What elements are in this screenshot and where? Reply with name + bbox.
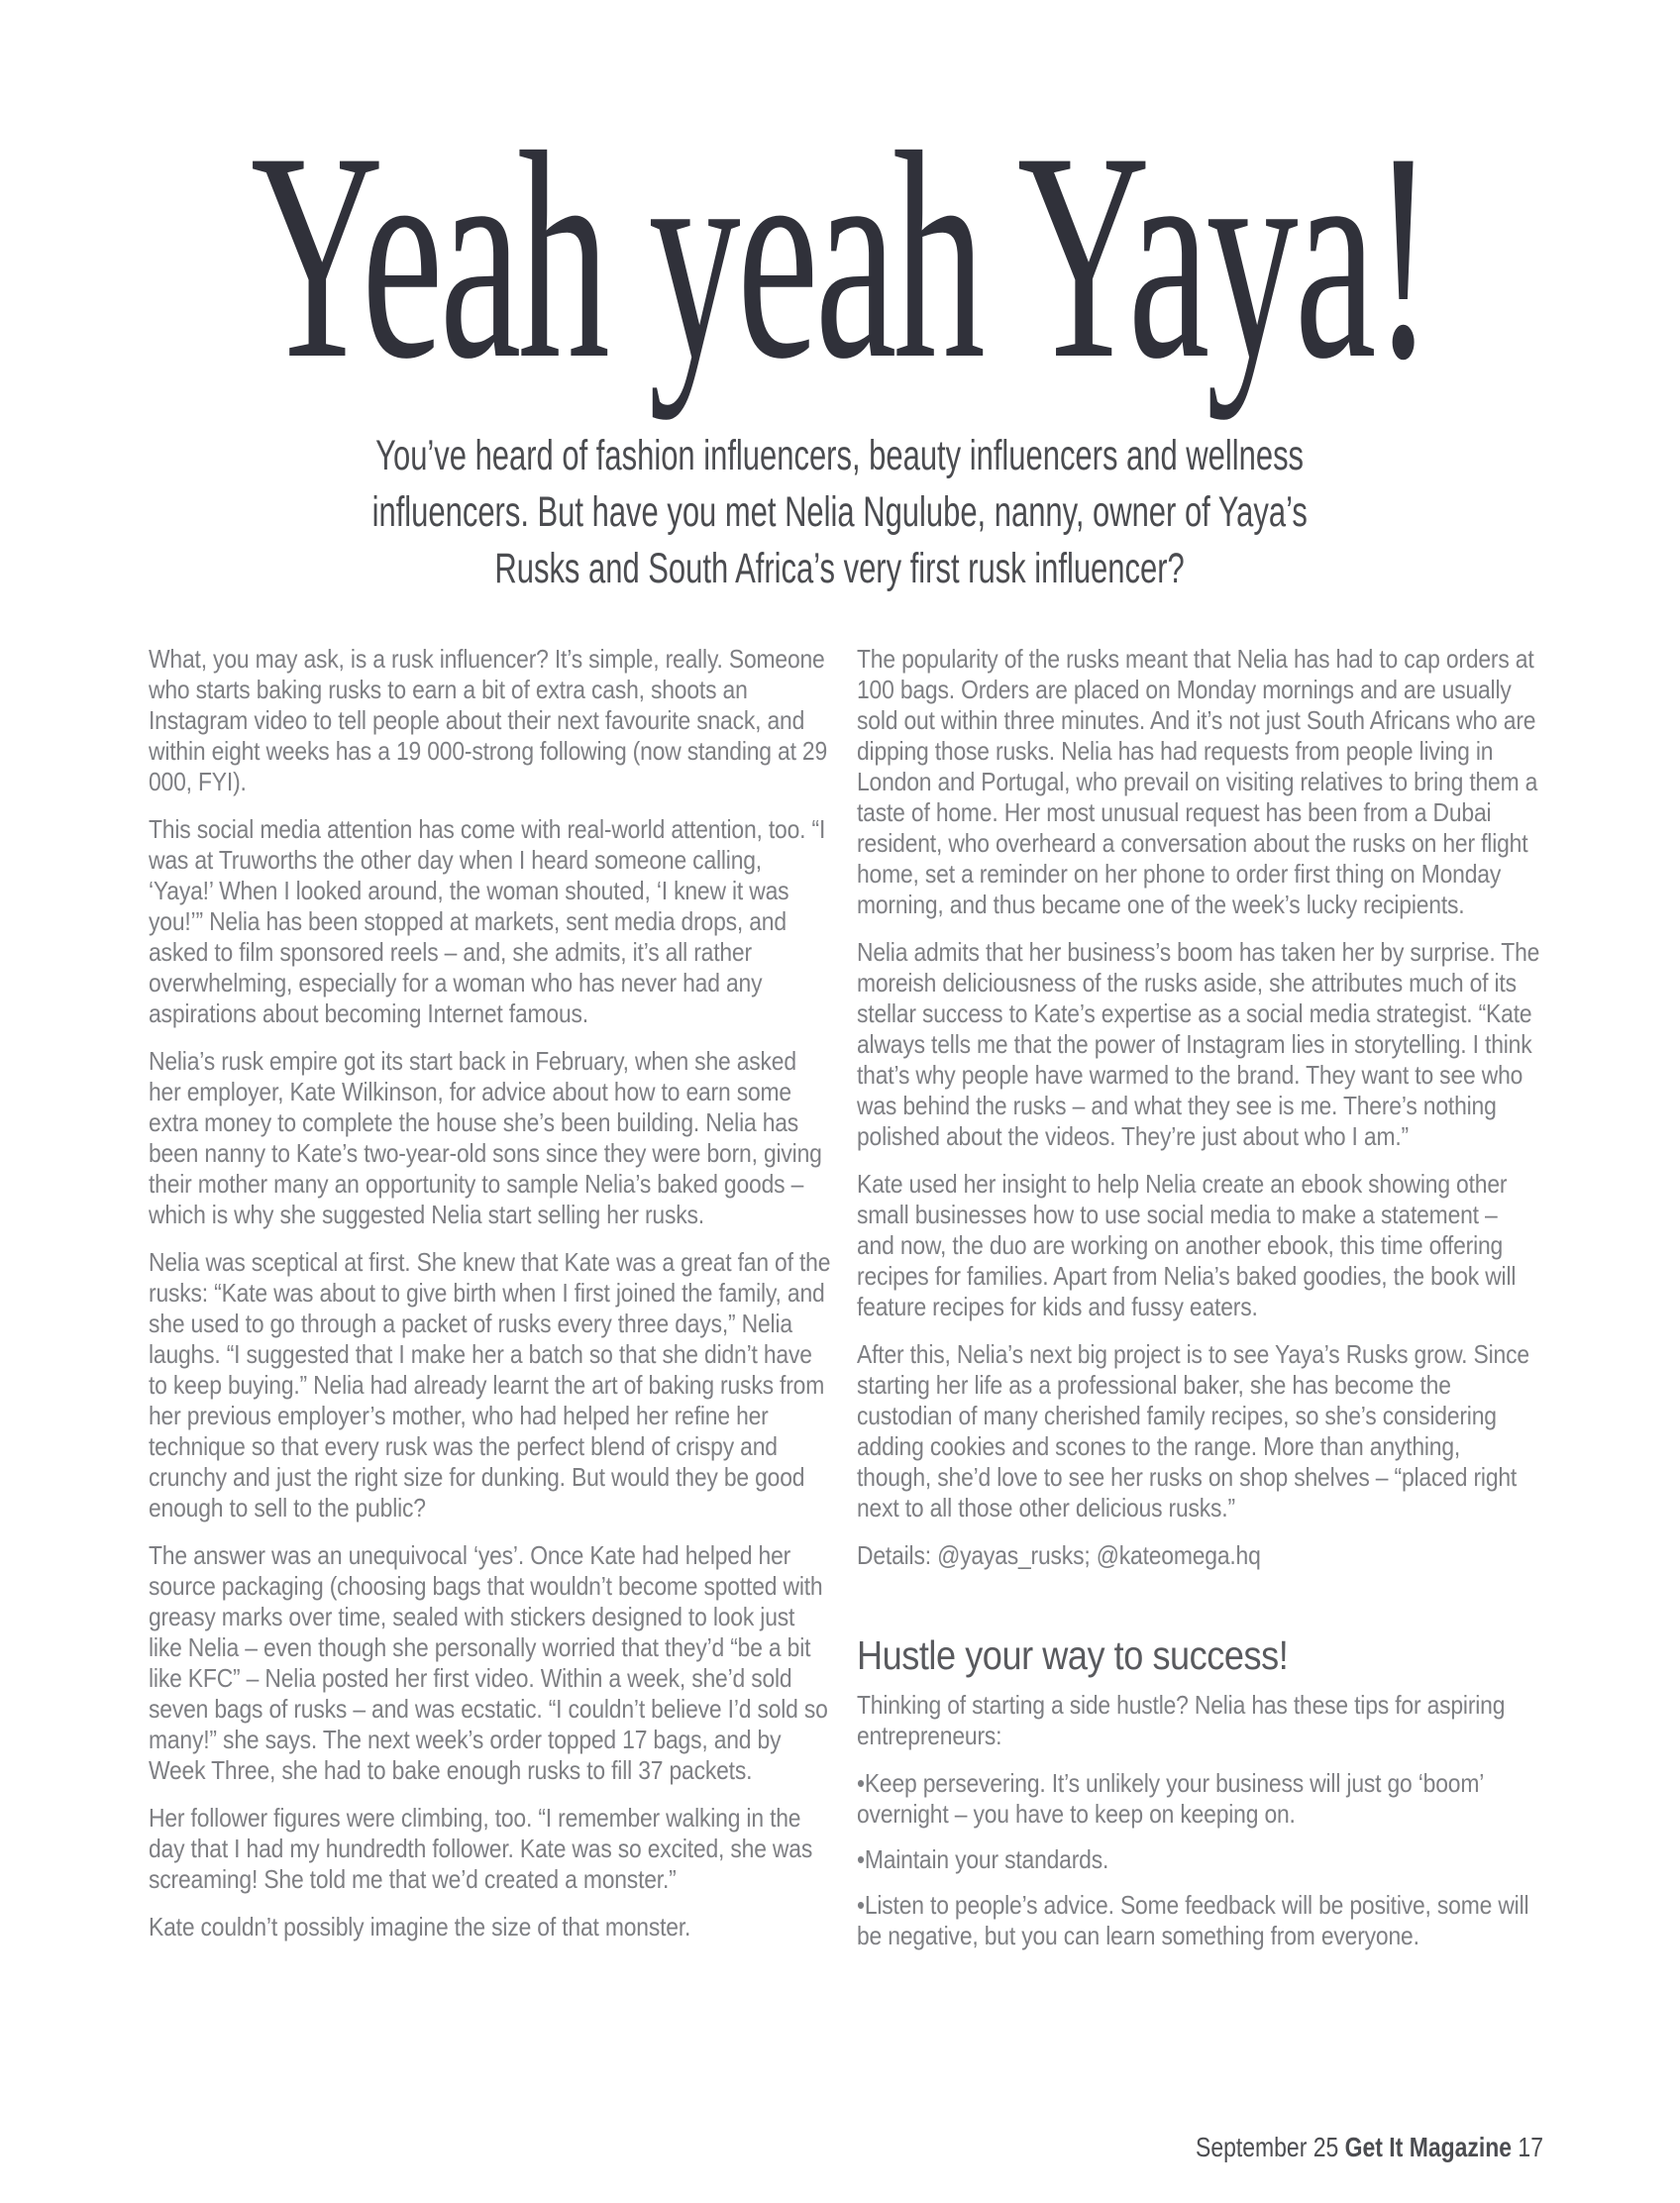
- subtitle-line: influencers. But have you met Nelia Ngulube, nanny, owner of Yaya’s: [371, 488, 1309, 536]
- page-title: Yeah yeah Yaya!: [250, 91, 1430, 420]
- tip-item: • Maintain your standards.: [857, 1844, 1540, 1875]
- tip-item: • Keep persevering. It’s unlikely your business will just go ‘boom’ overnight – you have to keep on keeping on.: [857, 1768, 1540, 1830]
- details-line: Details: @yayas_rusks; @kateomega.hq: [857, 1540, 1261, 1570]
- article-paragraph: After this, Nelia’s next big project is to see Yaya’s Rusks grow. Since starting her life as a professional baker, she has become the custodian of many cherished family recipes, so she’s considering adding cookies and scones to the range. More than anything, though, she’d love to see her rusks on shop shelves – “placed right next to all those other delicious rusks.”: [857, 1339, 1529, 1522]
- article-paragraph: Nelia was sceptical at first. She knew that Kate was a great fan of the rusks: “Kate was about to give birth when I first joined the family, and she used to go through a packet of rusks every three days,” Nelia laughs. “I suggested that I make her a batch so that she didn’t have to keep buying.” Nelia had already learnt the art of baking rusks from her previous employer’s mother, who had helped her refine her technique so that every rusk was the perfect blend of crispy and crunchy and just the right size for dunking. But would they be good enough to sell to the public?: [149, 1247, 831, 1522]
- sidebar-intro: Thinking of starting a side hustle? Nelia has these tips for aspiring entrepreneurs:: [857, 1690, 1506, 1750]
- subtitle-line: You’ve heard of fashion influencers, beauty influencers and wellness: [375, 432, 1305, 479]
- article-paragraph: The popularity of the rusks meant that Nelia has had to cap orders at 100 bags. Orders are placed on Monday mornings and are usually sold out within three minutes. And it’s not just South Africans who are dipping those rusks. Nelia has had requests from people living in London and Portugal, who prevail on visiting relatives to bring them a taste of home. Her most unusual request has been from a Dubai resident, who overheard a conversation about the rusks on her flight home, set a reminder on her phone to order first thing on Monday morning, and thus became one of the week’s lucky recipients.: [857, 644, 1538, 919]
- tips-sidebar: [857, 1632, 1540, 1951]
- subtitle: [0, 428, 1680, 597]
- article-paragraph: This social media attention has come with real-world attention, too. “I was at Truworths the other day when I heard someone calling, ‘Yaya!’ When I looked around, the woman shouted, ‘I knew it was you!’” Nelia has been stopped at markets, sent media drops, and asked to film sponsored reels – and, she admits, it’s all rather overwhelming, especially for a woman who has never had any aspirations about becoming Internet famous.: [149, 814, 826, 1028]
- headline-container: [0, 91, 1680, 420]
- article-paragraph: Nelia’s rusk empire got its start back in February, when she asked her employer, Kate Wilkinson, for advice about how to earn some extra money to complete the house she’s been building. Nelia has been nanny to Kate’s two-year-old sons since they were born, giving their mother many an opportunity to sample Nelia’s baked goods – which is why she suggested Nelia start selling her rusks.: [149, 1046, 822, 1229]
- footer-magazine-name: Get It Magazine: [1344, 2132, 1513, 2162]
- article-paragraph: Kate used her insight to help Nelia create an ebook showing other small businesses how to use social media to make a statement – and now, the duo are working on another ebook, this time offering recipes for families. Apart from Nelia’s baked goodies, the book will feature recipes for kids and fussy eaters.: [857, 1169, 1517, 1321]
- footer-page-number: 17: [1518, 2132, 1543, 2162]
- article-paragraph: Nelia admits that her business’s boom has taken her by surprise. The moreish deliciousness of the rusks aside, she attributes much of its stellar success to Kate’s expertise as a social media strategist. “Kate always tells me that the power of Instagram lies in storytelling. I think that’s why people have warmed to the brand. They want to see who was behind the rusks – and what they see is me. There’s nothing polished about the videos. They’re just about who I am.”: [857, 937, 1540, 1151]
- article-paragraph: Kate couldn’t possibly imagine the size of that monster.: [149, 1912, 691, 1941]
- article-paragraph: What, you may ask, is a rusk influencer? It’s simple, really. Someone who starts baking rusks to earn a bit of extra cash, shoots an Instagram video to tell people about their next favourite snack, and within eight weeks has a 19 000-strong following (now standing at 29 000, FYI).: [149, 644, 828, 796]
- page-footer: [1196, 2132, 1543, 2163]
- left-column: [149, 644, 832, 1959]
- article-paragraph: Her follower figures were climbing, too. “I remember walking in the day that I had my hundredth follower. Kate was so excited, she was screaming! She told me that we’d created a monster.”: [149, 1803, 813, 1894]
- footer-date: September 25: [1196, 2132, 1339, 2162]
- right-column: [857, 644, 1540, 1966]
- article-paragraph: The answer was an unequivocal ‘yes’. Once Kate had helped her source packaging (choosing bags that wouldn’t become spotted with greasy marks over time, sealed with stickers designed to look just like Nelia – even though she personally worried that they’d “be a bit like KFC” – Nelia posted her first video. Within a week, she’d sold seven bags of rusks – and was ecstatic. “I couldn’t believe I’d sold so many!” she says. The next week’s order topped 17 bags, and by Week Three, she had to bake enough rusks to fill 37 packets.: [149, 1540, 828, 1785]
- subtitle-line: Rusks and South Africa’s very first rusk influencer?: [494, 545, 1186, 592]
- tip-item: • Listen to people’s advice. Some feedback will be positive, some will be negative, but you can learn something from everyone.: [857, 1890, 1540, 1951]
- sidebar-heading: Hustle your way to success!: [857, 1632, 1289, 1678]
